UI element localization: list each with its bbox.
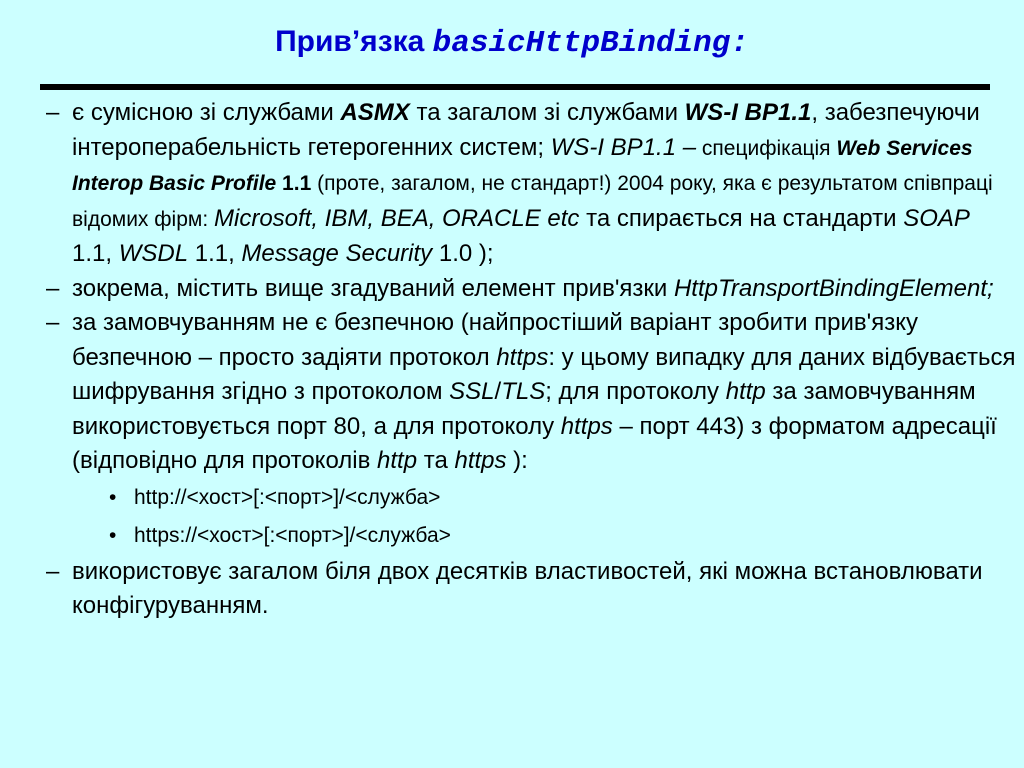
text: , забезпечуючи інтероперабельність гетерогенних систем; — [72, 99, 980, 161]
address-format-text: https://<хост>[:<порт>]/<служба> — [134, 523, 451, 547]
https-term: https — [496, 343, 549, 371]
text: / — [494, 378, 502, 405]
https-term: https — [560, 412, 613, 440]
text: специфікація — [696, 136, 837, 160]
list-item-compatibility — [46, 96, 1016, 272]
slide-body — [46, 96, 1016, 624]
text: : у цьому випадку для даних відбувається шифрування згідно з протоколом — [72, 343, 1016, 405]
message-security-term: Message Security — [241, 240, 433, 267]
text: та загалом зі службами — [409, 99, 685, 126]
title-code: basicHttpBinding: — [432, 26, 749, 61]
wsdl-term: WSDL — [118, 240, 189, 267]
list-item-transport-element — [46, 272, 1016, 307]
address-format-text: http://<хост>[:<порт>]/<служба> — [134, 485, 441, 509]
dash-marker: – — [46, 557, 60, 585]
bullet-dot: • — [109, 485, 117, 509]
list-item-security — [46, 306, 1016, 479]
title-divider — [40, 84, 990, 90]
http-term: http — [725, 378, 766, 405]
page-title — [0, 20, 1024, 66]
profile-term: Web Services Interop Basic Profile — [72, 136, 973, 195]
list-item-properties — [46, 555, 1016, 624]
bullet-dot: • — [109, 523, 117, 547]
text: за замовчуванням не є безпечною (найпростіший варіант зробити прив'язку безпечною – просто задіяти протокол — [72, 309, 918, 371]
text: та — [417, 447, 455, 474]
tls-term: TLS — [501, 378, 546, 405]
dash-marker: – — [46, 309, 60, 336]
text: використовує загалом біля двох десятків властивостей, які можна встановлювати конфігуруванням. — [72, 557, 983, 619]
text: ): — [506, 447, 528, 474]
http-term: http — [377, 447, 418, 474]
text: (проте, загалом, не стандарт!) 2004 року, яка є результатом співпраці відомих фірм: — [72, 172, 993, 231]
title-prefix: Прив’язка — [275, 25, 433, 58]
profile-version: 1.1 — [276, 172, 312, 195]
companies-term: Microsoft, IBM, BEA, ORACLE etc — [214, 204, 580, 232]
soap-term: SOAP — [903, 204, 970, 232]
dash-marker: – — [46, 99, 60, 126]
text: 1.1, — [72, 240, 119, 267]
asmx-term: ASMX — [340, 99, 410, 126]
ssl-term: SSL — [449, 378, 495, 405]
text: зокрема, містить вище згадуваний елемент прив'язки — [72, 274, 674, 302]
address-format-http — [46, 479, 1016, 517]
wsi-term: WS-I BP1.1 — [684, 99, 812, 126]
text: 1.1, — [188, 240, 242, 267]
text: – порт 443) з форматом адресації (відповідно для протоколів — [72, 412, 997, 474]
text: є сумісною зі службами — [72, 99, 341, 126]
text: за замовчуванням використовується порт 80, а для протоколу — [72, 378, 976, 440]
text: 1.0 ); — [432, 240, 494, 267]
address-format-https — [46, 517, 1016, 555]
transport-element-term: HttpTransportBindingElement; — [673, 274, 994, 302]
dash-marker: – — [46, 274, 60, 302]
text: та спирається на стандарти — [579, 204, 904, 232]
wsi-term-italic: WS-I BP1.1 – — [550, 133, 697, 161]
text: ; для протоколу — [545, 378, 726, 405]
https-term: https — [454, 447, 507, 474]
